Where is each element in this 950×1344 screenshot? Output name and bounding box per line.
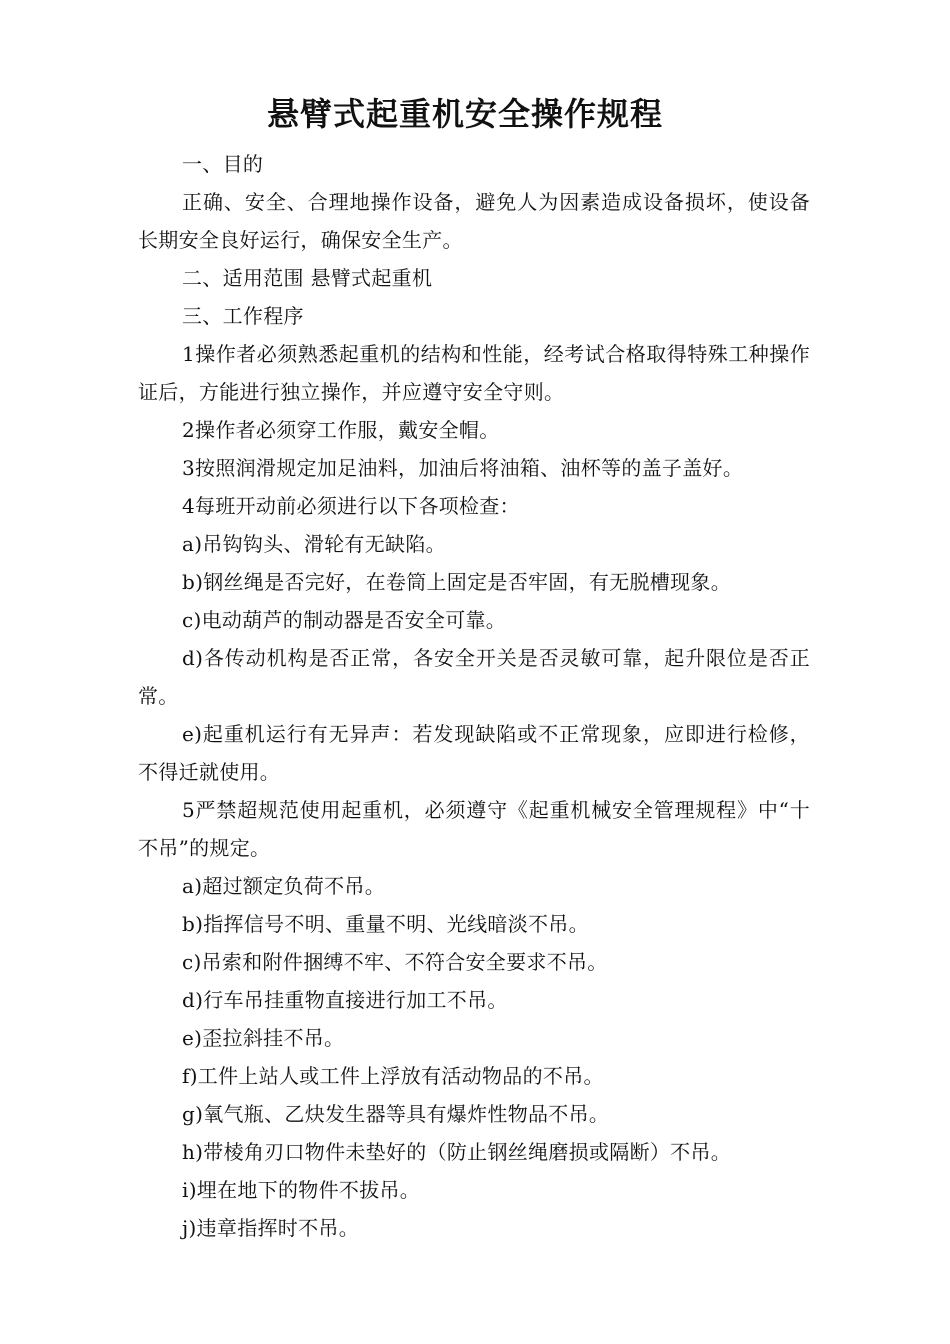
procedure-item-2: 2操作者必须穿工作服，戴安全帽。 [182,418,500,442]
section-purpose-heading: 一、目的 [182,152,264,176]
check-item-c: c)电动葫芦的制动器是否安全可靠。 [182,608,507,632]
rule-item-g: g)氧气瓶、乙炔发生器等具有爆炸性物品不吊。 [182,1102,610,1126]
check-item-d: d)各传动机构是否正常，各安全开关是否灵敏可靠，起升限位是否正常。 [138,646,810,708]
procedure-item-3: 3按照润滑规定加足油料，加油后将油箱、油杯等的盖子盖好。 [182,456,744,480]
rule-item-j: j)违章指挥时不吊。 [182,1216,360,1240]
check-item-e: e)起重机运行有无异声：若发现缺陷或不正常现象，应即进行检修，不得迁就使用。 [138,722,810,784]
check-item-a: a)吊钩钩头、滑轮有无缺陷。 [182,532,446,556]
section-scope-heading: 二、适用范围 悬臂式起重机 [182,266,433,290]
rule-item-i: i)埋在地下的物件不拔吊。 [182,1178,421,1202]
rule-item-f: f)工件上站人或工件上浮放有活动物品的不吊。 [182,1064,604,1088]
rule-item-d: d)行车吊挂重物直接进行加工不吊。 [182,988,508,1012]
rule-item-a: a)超过额定负荷不吊。 [182,874,386,898]
rule-item-b: b)指挥信号不明、重量不明、光线暗淡不吊。 [182,912,589,936]
procedure-item-4: 4每班开动前必须进行以下各项检查： [182,494,520,518]
purpose-paragraph: 正确、安全、合理地操作设备，避免人为因素造成设备损坏，使设备长期安全良好运行，确保安全生产。 [138,190,810,252]
rule-item-c: c)吊索和附件捆缚不牢、不符合安全要求不吊。 [182,950,608,974]
rule-item-e: e)歪拉斜挂不吊。 [182,1026,345,1050]
document-title: 悬臂式起重机安全操作规程 [266,95,663,133]
section-procedure-heading: 三、工作程序 [182,304,304,328]
rule-item-h: h)带棱角刃口物件未垫好的（防止钢丝绳磨损或隔断）不吊。 [182,1140,732,1164]
procedure-item-1: 1操作者必须熟悉起重机的结构和性能，经考试合格取得特殊工种操作证后，方能进行独立操作，并应遵守安全守则。 [138,342,810,404]
check-item-b: b)钢丝绳是否完好，在卷筒上固定是否牢固，有无脱槽现象。 [182,570,732,594]
document-body [138,145,810,1247]
procedure-item-5: 5严禁超规范使用起重机，必须遵守《起重机械安全管理规程》中“十不吊”的规定。 [138,798,810,860]
